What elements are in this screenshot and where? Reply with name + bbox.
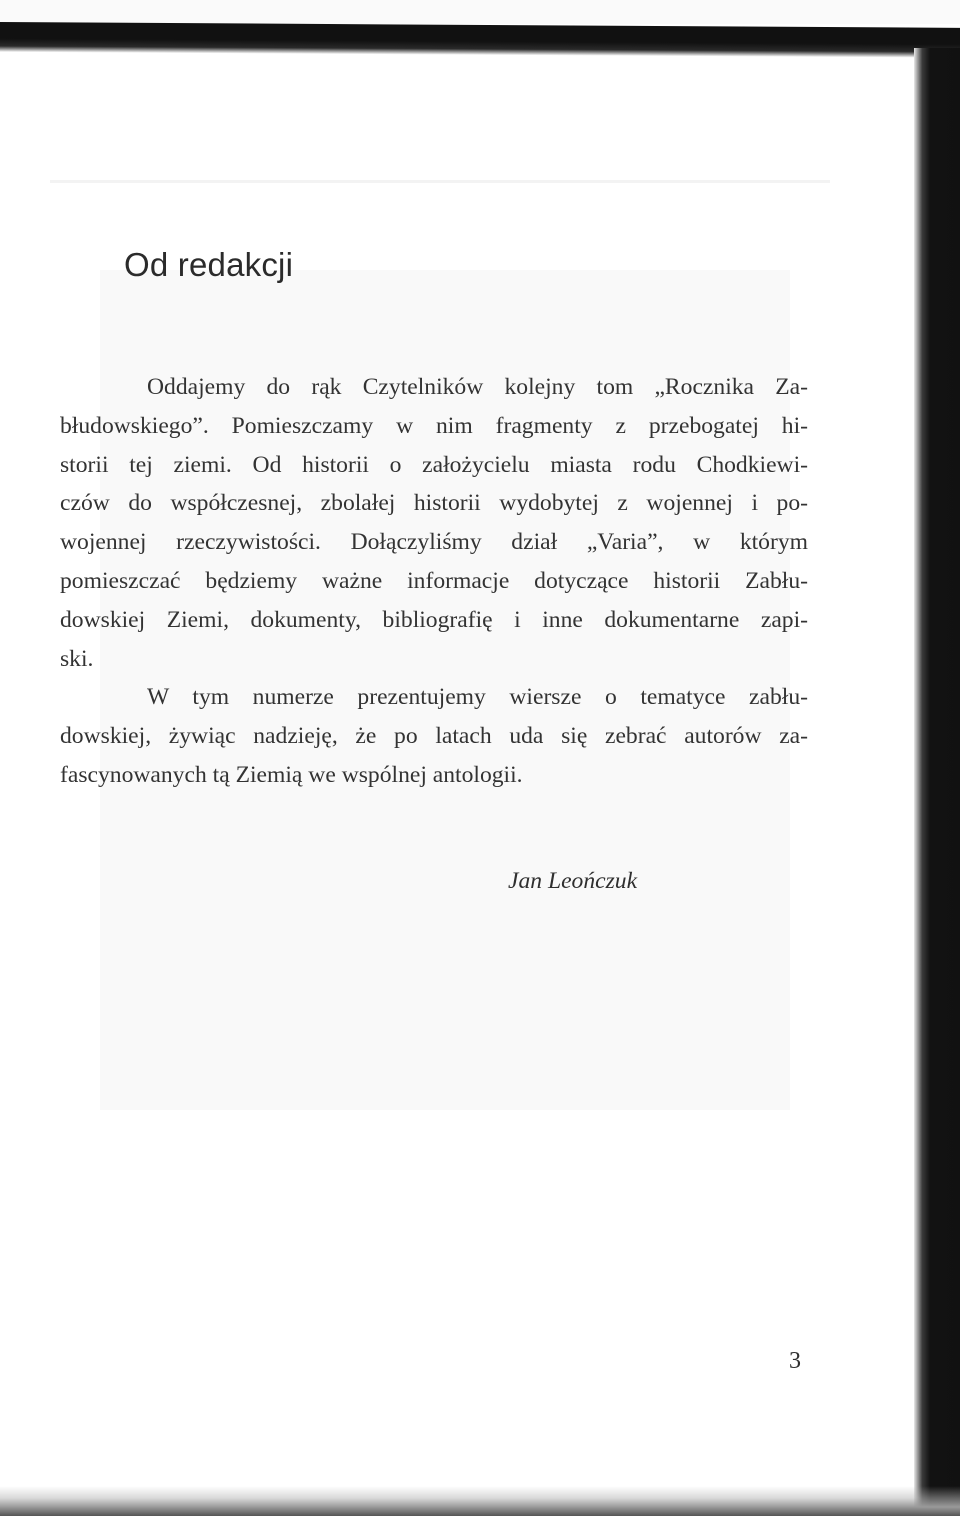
author-signature: Jan Leończuk xyxy=(508,868,638,894)
paragraph-1-line: czów do współczesnej, zbolałej historii wydobytej z wojennej i po- xyxy=(60,490,808,517)
paragraph-2-line: W tym numerze prezentujemy wiersze o tematyce zabłu- xyxy=(147,684,808,711)
paragraph-1-line: ski. xyxy=(60,645,94,672)
paragraph-1-line: błudowskiego”. Pomieszczamy w nim fragmenty z przebogatej hi- xyxy=(60,412,808,439)
paragraph-1-line: storii tej ziemi. Od historii o założycielu miasta rodu Chodkiewi- xyxy=(60,451,808,478)
paragraph-1-line: dowskiej Ziemi, dokumenty, bibliografię i inne dokumentarne zapi- xyxy=(60,606,808,633)
editorial-text xyxy=(60,368,808,795)
paragraph-1-line: pomieszczać będziemy ważne informacje dotyczące historii Zabłu- xyxy=(60,567,808,594)
paragraph-1-line: wojennej rzeczywistości. Dołączyliśmy dział „Varia”, w którym xyxy=(60,529,808,556)
paragraph-2-line: fascynowanych tą Ziemią we wspólnej antologii. xyxy=(60,761,523,788)
paragraph-1-line: Oddajemy do rąk Czytelników kolejny tom „Rocznika Za- xyxy=(147,374,808,400)
page-number: 3 xyxy=(789,1348,801,1374)
paragraph-2-line: dowskiej, żywiąc nadzieję, że po latach uda się zebrać autorów za- xyxy=(60,723,808,750)
page-title: Od redakcji xyxy=(124,246,294,283)
